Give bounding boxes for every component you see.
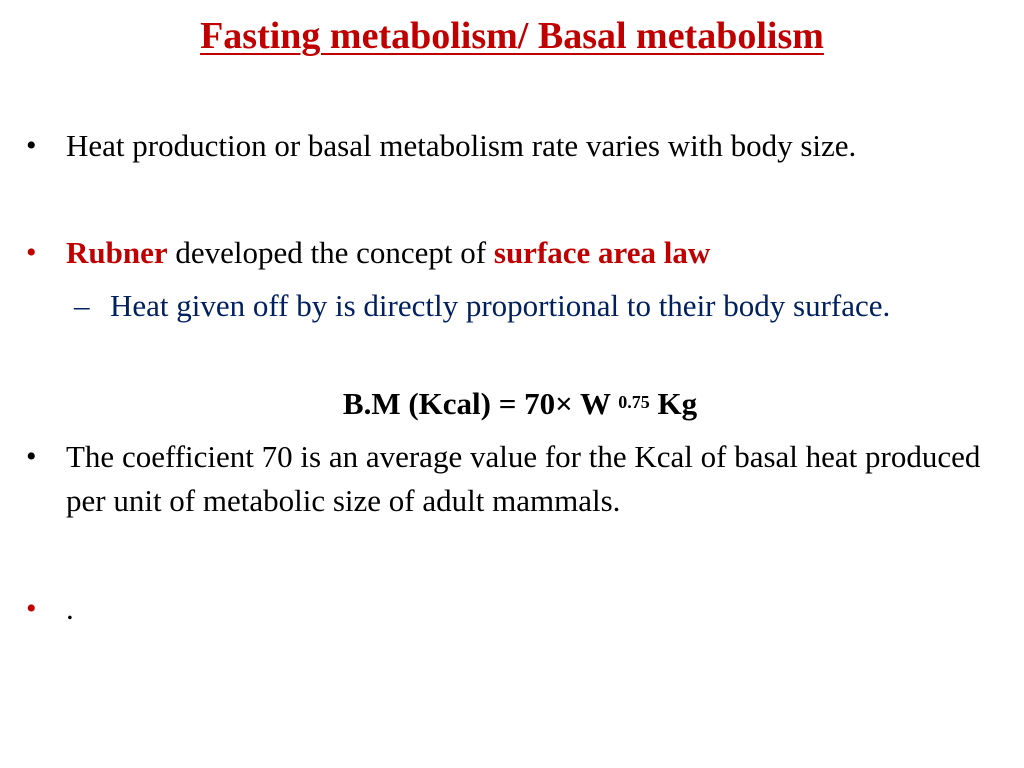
bullet-text — [66, 231, 1016, 275]
bullet-dot: • — [26, 592, 37, 625]
formula — [0, 382, 1024, 426]
formula-exponent: 0.75 — [618, 392, 650, 412]
bullet-text: Heat production or basal metabolism rate varies with body size. — [66, 128, 857, 163]
bullet-dot: • — [26, 236, 37, 269]
formula-lhs: B.M (Kcal) = 70× W — [342, 386, 619, 421]
rubner-name: Rubner — [66, 235, 168, 270]
sub-bullet-text: Heat given off by is directly proportional to their body surface. — [110, 288, 891, 323]
bullet-mid-text: developed the concept of — [167, 235, 494, 270]
bullet-dot: • — [26, 440, 37, 473]
sub-bullet-dash: – — [74, 288, 90, 323]
formula-unit: Kg — [649, 386, 698, 421]
slide-title: Fasting metabolism/ Basal metabolism — [200, 15, 824, 57]
bullet-dot: • — [26, 129, 37, 162]
surface-area-law-term: surface area law — [493, 235, 711, 270]
bullet-text: The coefficient 70 is an average value for the Kcal of basal heat produced per unit of metabolic size of adult mammals. — [66, 439, 981, 518]
bullet-text: . — [66, 591, 74, 626]
